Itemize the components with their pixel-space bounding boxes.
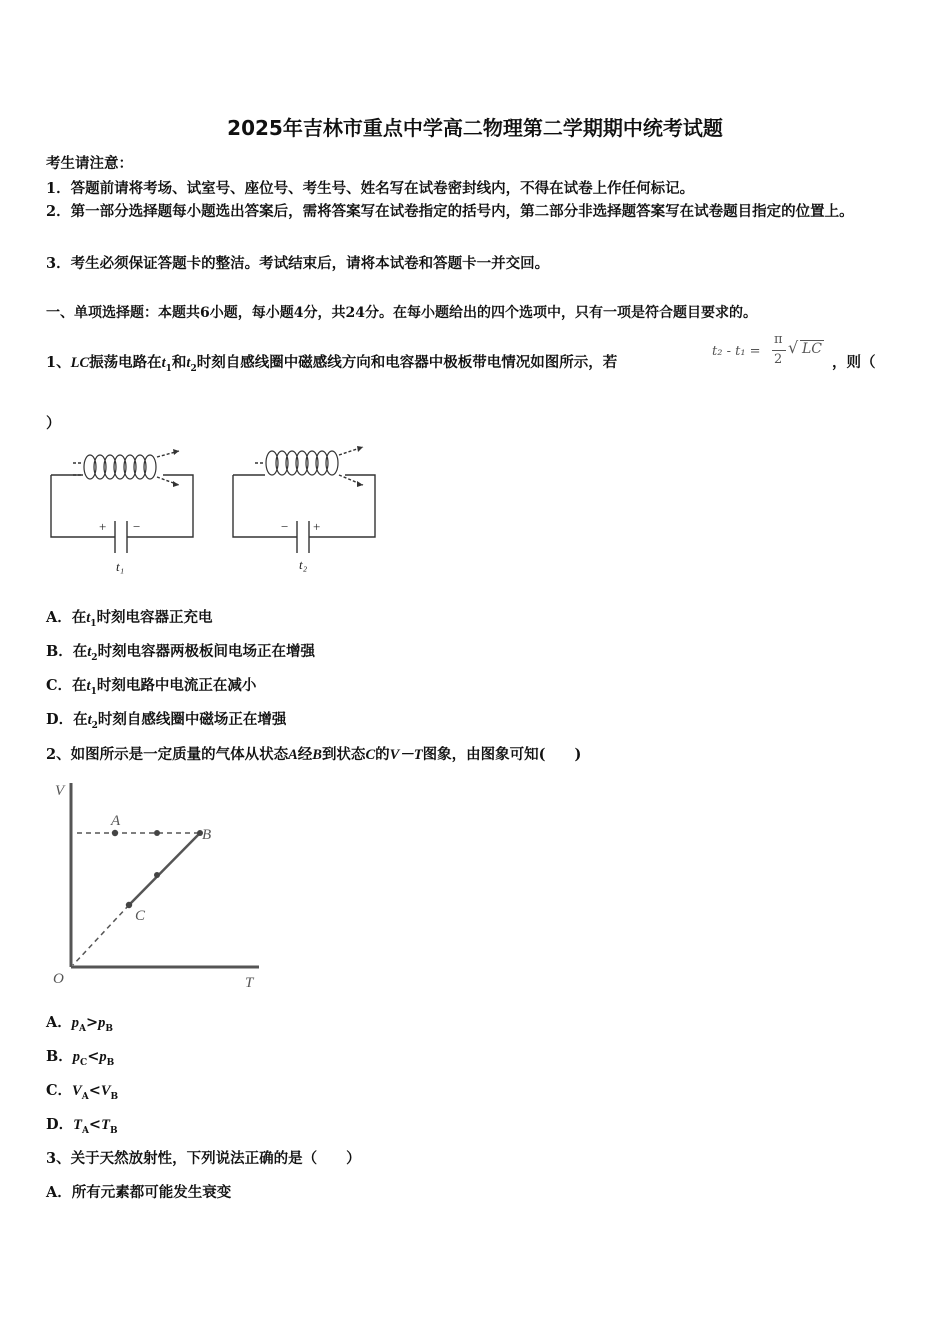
q1-close: ） <box>46 415 61 432</box>
notice-item-2: 2．第一部分选择题每小题选出答案后，需将答案写在试卷指定的括号内，第二部分非选择题答案写在试卷题目指定的位置上。 <box>46 203 854 220</box>
notice-heading: 考生请注意： <box>46 155 133 172</box>
arrow-icon <box>357 446 363 452</box>
right-label: t₂ <box>299 557 308 572</box>
formula-lhs: t₂ - t₁ = <box>712 344 761 359</box>
axis-label-t: T <box>245 975 254 991</box>
vt-graph <box>45 775 270 995</box>
notice-item-1: 1．答题前请将考场、试室号、座位号、考生号、姓名写在试卷密封线内，不得在试卷上作任何标记。 <box>46 180 695 197</box>
q2-option-c: C．$V_A<V_B$ <box>46 1082 119 1102</box>
left-minus: − <box>133 519 141 534</box>
right-minus: − <box>281 519 289 534</box>
q1-t1-sub: 1 <box>165 363 172 374</box>
axis-label-v: V <box>55 783 65 799</box>
right-circuit-wire <box>233 475 375 537</box>
point-mid <box>154 830 160 836</box>
question-1 <box>46 351 617 374</box>
point-a <box>112 830 118 836</box>
q1-text-a: 振荡电路在 <box>89 354 162 371</box>
co-dashed-line <box>73 905 129 965</box>
label-c: C <box>135 908 146 924</box>
left-coil <box>84 455 156 479</box>
lc-circuit-figure <box>45 445 385 580</box>
q2-option-d: D．$T_A<T_B$ <box>46 1116 118 1136</box>
label-b: B <box>202 827 212 843</box>
page-title: 2025年吉林市重点中学高二物理第二学期期中统考试题 <box>227 116 723 140</box>
q2-option-b: B．$p_C<p_B$ <box>46 1048 115 1068</box>
arrow-icon <box>173 449 179 455</box>
section-heading: 一、单项选择题：本题共6小题，每小题4分，共24分。在每小题给出的四个选项中，只有一项是符合题目要求的。 <box>46 305 757 321</box>
bc-segment <box>129 833 200 905</box>
left-field-lines <box>157 451 179 485</box>
q1-t2-sub: 2 <box>190 363 197 374</box>
q1-lc: LC <box>70 355 90 371</box>
origin-label: O <box>53 971 64 987</box>
formula-rad: LC <box>802 341 823 357</box>
right-coil <box>266 451 338 475</box>
q3-option-a: A．所有元素都可能发生衰变 <box>46 1184 232 1201</box>
q1-text-c: ，则（ <box>832 354 876 371</box>
question-3: 3、关于天然放射性，下列说法正确的是（ ） <box>46 1150 361 1167</box>
right-plus: + <box>313 519 321 534</box>
q1-option-c: C．在$t_1$时刻电路中电流正在减小 <box>46 677 257 697</box>
left-label: t₁ <box>116 559 125 574</box>
q2-option-a: A．$p_A>p_B$ <box>46 1014 114 1034</box>
question-2: 2、如图所示是一定质量的气体从状态A经B到状态C的V－T图象，由图象可知( ) <box>46 746 582 763</box>
q1-and: 和 <box>171 354 187 371</box>
sqrt-icon: √ <box>788 338 799 357</box>
formula-num: π <box>774 332 783 347</box>
q1-prefix: 1、 <box>46 354 71 371</box>
notice-item-3: 3．考生必须保证答题卡的整洁。考试结束后，请将本试卷和答题卡一并交回。 <box>46 255 550 272</box>
left-plus: + <box>99 519 107 534</box>
label-a: A <box>111 813 121 829</box>
q1-option-b: B．在$t_2$时刻电容器两极板间电场正在增强 <box>46 643 316 663</box>
point-c <box>126 902 132 908</box>
point-bc-mid <box>154 872 160 878</box>
arrow-icon <box>357 481 363 487</box>
q1-t1: t <box>161 355 166 371</box>
formula-den: 2 <box>774 352 783 367</box>
q1-option-d: D．在$t_2$时刻自感线圈中磁场正在增强 <box>46 711 287 731</box>
q1-option-a: A．在$t_1$时刻电容器正充电 <box>46 609 213 629</box>
formula-bar <box>772 350 786 351</box>
q1-t2: t <box>186 355 191 371</box>
left-circuit-wire <box>51 475 193 537</box>
q1-text-b: 时刻自感线圈中磁感线方向和电容器中极板带电情况如图所示，若 <box>196 354 618 371</box>
